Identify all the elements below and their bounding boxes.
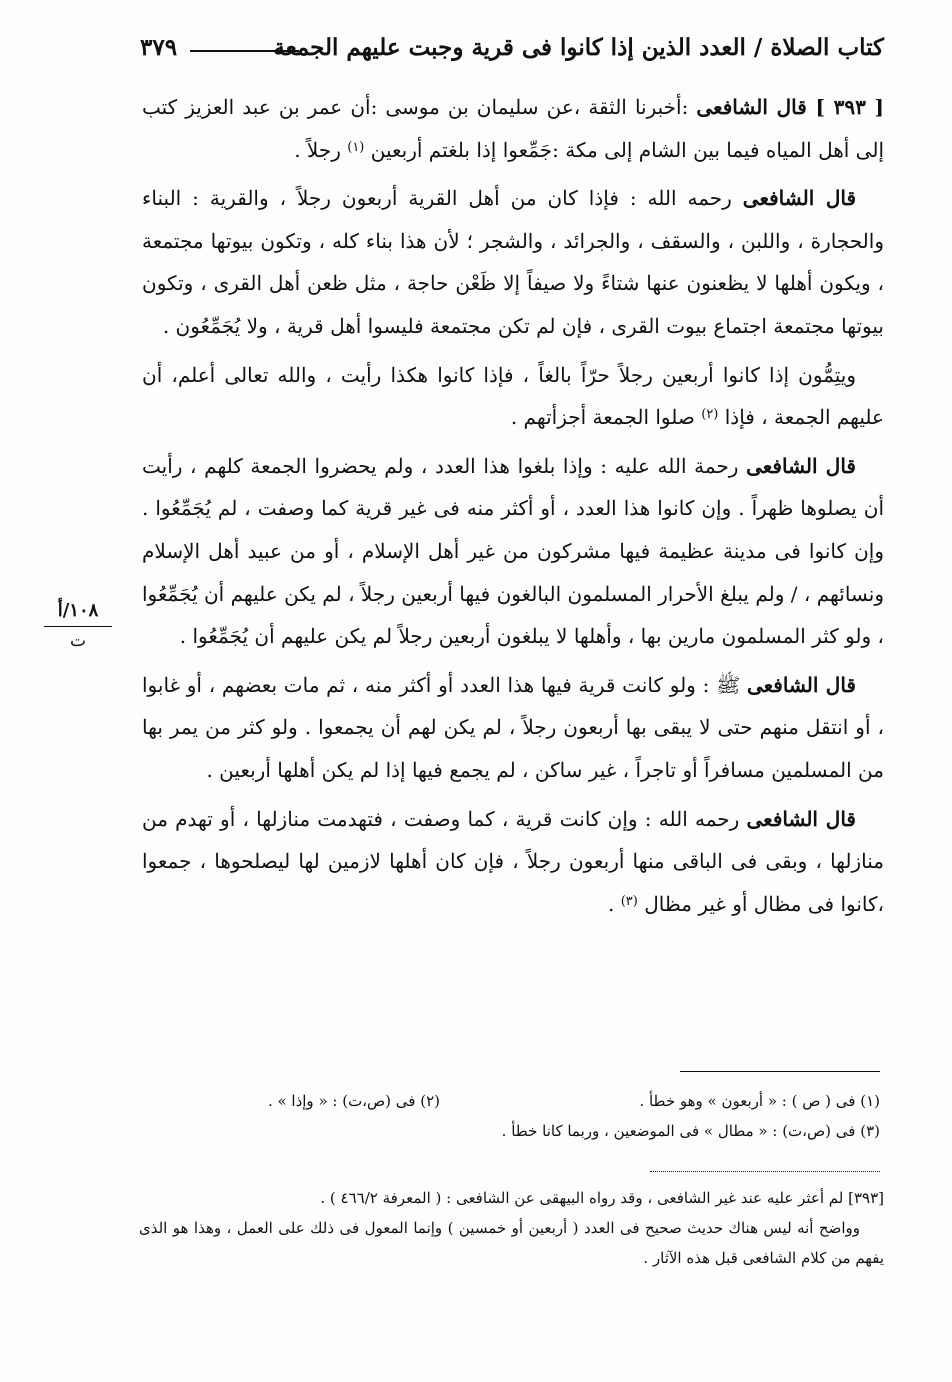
footnote-3: (٣) فى (ص،ت) : « مطال » فى الموضعين ، وربما كانا خطأ . [501,1122,880,1140]
paragraph-village-definition [142,177,884,347]
paragraph-tail: صلوا الجمعة أجزأتهم . [510,405,702,430]
running-header [140,32,884,72]
folio-number: ١٠٨/أ [57,600,99,621]
paragraph-text: رحمة الله عليه : وإذا بلغوا هذا العدد ، ولم يحضروا الجمعة كلهم ، رأيت أن يصلوها ظهراً . وإن كانوا هذا العدد ، أو أكثر منه فى غير قرية كما وصفت ، لم يُجَمِّعُوا . وإن كانوا فى مدينة عظيمة فيها مشركون من غير أهل الإسلام ، أو من عبيد أهل الإسلام ونسائهم ، / ولم يبلغ الأحرار المسلمون البالغون فيها أربعين رجلاً ، لم يكن عليهم أن يُجَمِّعُوا ، ولو كثر المسلمون مارين بها ، وأهلها لا يبلغون أربعين رجلاً لم يكن عليهم أن يُجَمِّعُوا . [142,453,884,649]
paragraph-text: رحمه الله : وإن كانت قرية ، كما وصفت ، فتهدمت منازلها ، أو تهدم من منازلها ، وبقى فى الباقى منها أربعون رجلاً ، فإن كان أهلها لازمين لها ليصلحوها ، جمعوا ،كانوا فى مظال أو غير مظال [142,806,884,916]
paragraph-lead: قال الشافعى [746,453,856,478]
reference-393: [٣٩٣] لم أعثر عليه عند غير الشافعى ، وقد رواه البيهقى عن الشافعى : ( المعرفة ٤٦٦/٢ ) . [320,1189,884,1207]
paragraph-forty-men [142,354,884,439]
paragraph-lead: [ ٣٩٣ ] قال الشافعى [696,95,884,119]
paragraph-lead: قال الشافعى [742,186,856,211]
manuscript-folio-note [40,600,116,651]
folio-manuscript-letter: ت [69,631,86,651]
main-text [142,86,884,931]
paragraph-text: رحمه الله : فإذا كان من أهل القرية أربعون رجلاً ، والقرية : البناء والحجارة ، واللبن ، والسقف ، والجرائد ، والشجر ؛ لأن هذا بناء كله ، وتكون بيوتها مجتمعة ، ويكون أهلها لا يظعنون عنها شتاءً ولا صيفاً إلا ظَعْن حاجة ، مثل ظعن أهل القرى ، وتكون بيوتها مجتمعة اجتماع بيوت القرى ، فإن لم تكن مجتمعة فليسوا أهل قرية ، ولا يُجَمِّعُون . [142,186,884,338]
reference-separator [650,1171,880,1172]
paragraph-393 [142,86,884,171]
paragraph-destroyed-village [142,798,884,926]
paragraph-death-absence [142,664,884,792]
page-number: ٣٧٩ [140,34,178,61]
paragraph-text: ﷺ : ولو كانت قرية فيها هذا العدد أو أكثر منه ، ثم مات بعضهم ، أو غابوا ، أو انتقل منهم حتى لا يبقى بها أربعون رجلاً ، لم يكن لهم أن يجمعوا . ولو كثر من يمر بها من المسلمين مسافراً أو تاجراً ، غير ساكن ، لم يجمع فيها إذا لم يكن أهلها أربعين . [142,672,884,782]
reference-commentary: وواضح أنه ليس هناك حديث صحيح فى العدد ( أربعين أو خمسين ) وإنما المعول فى ذلك على العمل ، وهذا هو الذى يفهم من كلام الشافعى قبل هذه الآثار . [139,1219,884,1267]
paragraph-text: :أخبرنا الثقة ،عن سليمان بن موسى :أن عمر بن عبد العزيز كتب إلى أهل المياه فيما بين الشام إلى مكة :جَمِّعوا إذا بلغتم أربعين [142,95,884,162]
paragraph-city-case [142,445,884,658]
paragraph-text: ويتِمُّون إذا كانوا أربعين رجلاً حرّاً بالغاً ، فإذا كانوا هكذا رأيت ، والله تعالى أعلم، أن عليهم الجمعة ، فإذا [142,362,884,430]
footnote-1: (١) فى ( ص ) : « أربعون » وهو خطأ . [639,1092,880,1110]
paragraph-tail: . [608,891,621,916]
folio-rule [44,626,112,627]
footnote-mark: (١) [347,139,365,155]
footnote-mark: (٣) [620,893,638,909]
footnotes [160,1086,880,1146]
footnote-line [160,1116,880,1146]
footnote-line [160,1086,880,1116]
header-rule [190,50,299,52]
footnote-separator [680,1071,880,1072]
paragraph-lead: قال الشافعى [746,672,856,697]
chapter-title: كتاب الصلاة / العدد الذين إذا كانوا فى قرية وجبت عليهم الجمعة [273,34,884,61]
paragraph-tail: رجلاً . [294,137,348,162]
footnote-2: (٢) فى (ص،ت) : « وإذا » . [267,1092,440,1110]
takhrij-notes [139,1183,884,1273]
paragraph-lead: قال الشافعى [746,806,856,831]
footnote-mark: (٢) [701,407,719,423]
